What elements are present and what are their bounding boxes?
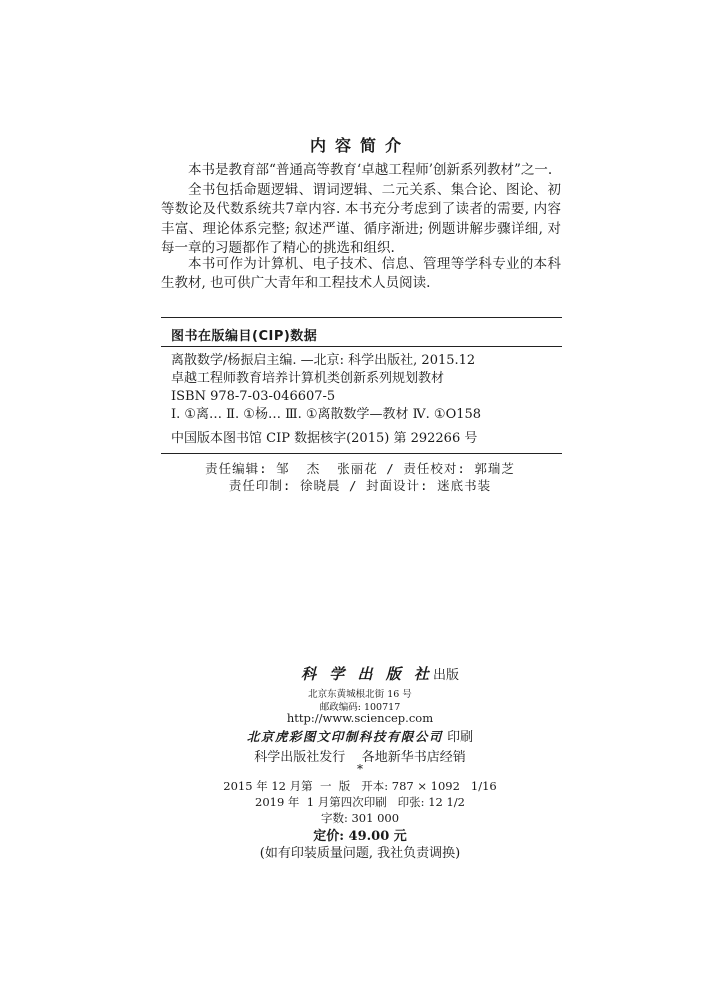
cip-line-title: 离散数学/杨振启主编. —北京: 科学出版社, 2015.12 (171, 353, 476, 368)
editors-line-2: 责任印制: 徐晓晨 / 封面设计: 迷底书装 (228, 478, 492, 493)
edition-line: 2015 年 12 月第 一 版 开本: 787 × 1092 1/16 (223, 779, 497, 793)
summary-paragraph-1: 本书是教育部“普通高等教育‘卓越工程师’创新系列教材”之一. (188, 162, 553, 178)
separator-star: * (357, 762, 363, 776)
publisher-url: http://www.sciencep.com (286, 711, 434, 725)
printer-suffix: 印刷 (447, 730, 474, 745)
cip-line-series: 卓越工程师教育培养计算机类创新系列规划教材 (171, 371, 445, 386)
summary-paragraph-2: 全书包括命题逻辑、谓词逻辑、二元关系、集合论、图论、初等数论及代数系统共7章内容. 本书充分考虑到了读者的需要, 内容丰富、理论体系完整; 叙述严谨、循序渐进; 例题讲解步骤详细, 对每一章的习题都作了精心的挑选和组织. (161, 182, 561, 257)
cip-title: 图书在版编目(CIP)数据 (171, 329, 318, 344)
publisher-name-text: 科 学 出 版 社 (301, 665, 433, 683)
editors-line-1: 责任编辑: 邹 杰 张丽花 / 责任校对: 郭瑞芝 (205, 461, 515, 476)
cip-line-record: 中国版本图书馆 CIP 数据核字(2015) 第 292266 号 (171, 431, 478, 446)
word-count-line: 字数: 301 000 (320, 811, 400, 825)
printer-line (0, 726, 720, 745)
cip-line-isbn: ISBN 978-7-03-046607-5 (171, 389, 336, 404)
quality-note: (如有印装质量问题, 我社负责调换) (259, 846, 461, 861)
distribution-line: 科学出版社发行 各地新华书店经销 (254, 750, 466, 765)
publisher-name-suffix: 出版 (432, 668, 459, 683)
summary-paragraph-3: 本书可作为计算机、电子技术、信息、管理等学科专业的本科生教材, 也可供广大青年和工程技术人员阅读. (161, 256, 561, 292)
cip-bottom-rule (161, 453, 562, 454)
printer-name: 北京虎彩图文印制科技有限公司 (246, 729, 443, 744)
publisher-name (300, 663, 460, 684)
cip-title-rule (161, 346, 562, 347)
price-line: 定价: 49.00 元 (313, 829, 407, 844)
cip-line-classification: Ⅰ. ①离… Ⅱ. ①杨… Ⅲ. ①离散数学—教材 Ⅳ. ①O158 (171, 407, 482, 422)
publisher-postcode: 邮政编码: 100717 (319, 702, 401, 713)
summary-title: 内容简介 (309, 136, 410, 155)
cip-top-rule (161, 317, 562, 318)
publisher-address: 北京东黄城根北街 16 号 (308, 689, 412, 700)
printing-line: 2019 年 1 月第四次印刷 印张: 12 1/2 (255, 795, 465, 809)
